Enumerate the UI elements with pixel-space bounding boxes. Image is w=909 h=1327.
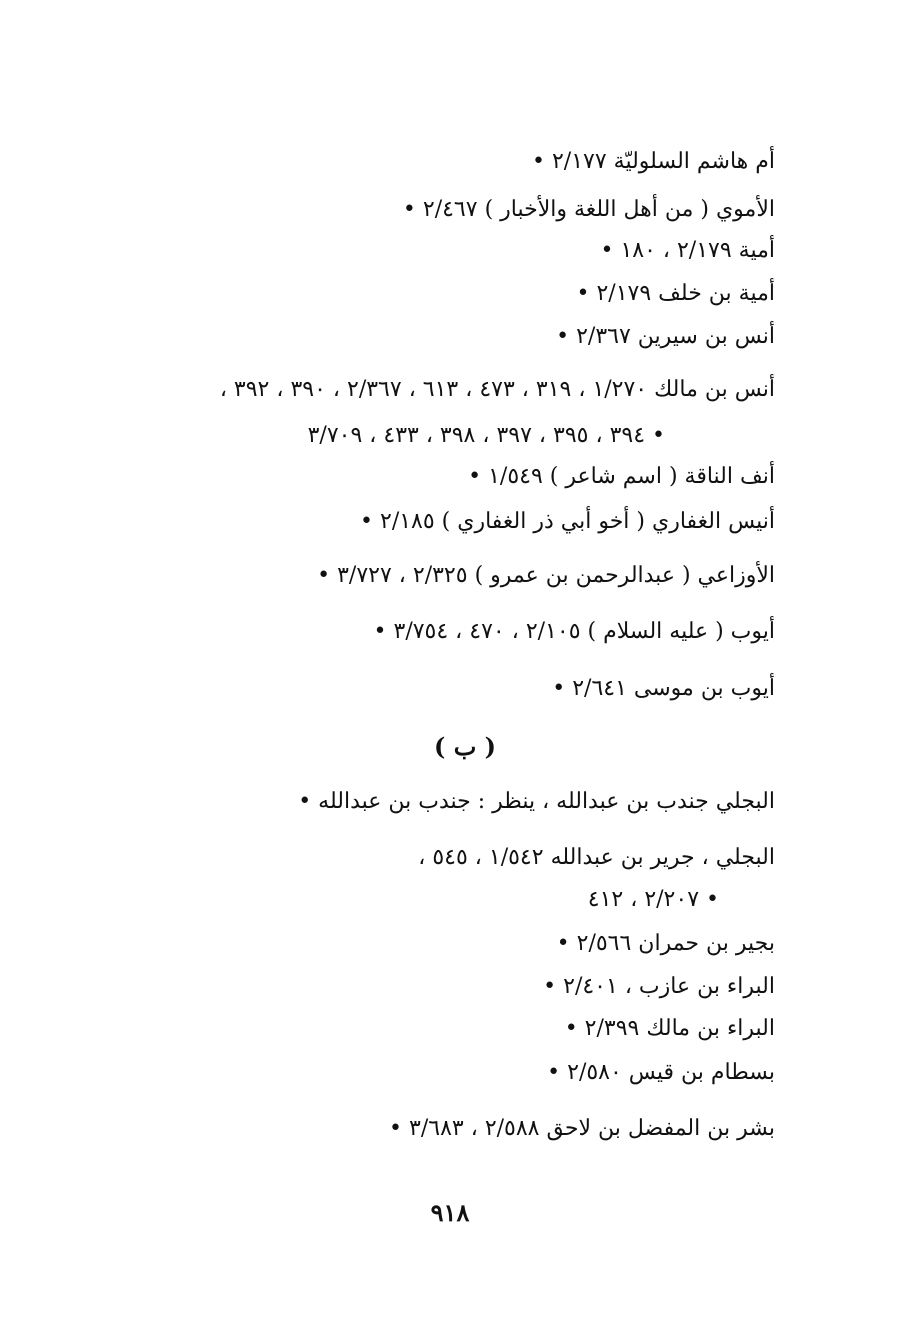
index-entry: أمية ٢/١٧٩ ، ١٨٠ • [600,238,775,263]
index-entry: بشر بن المفضل بن لاحق ٢/٥٨٨ ، ٣/٦٨٣ • [389,1116,775,1141]
index-entry: بجير بن حمران ٢/٥٦٦ • [556,931,775,956]
index-entry: البجلي ، جرير بن عبدالله ١/٥٤٢ ، ٥٤٥ ، [418,845,775,870]
section-header: ( ب ) [433,732,496,761]
index-entry: أنس بن مالك ١/٢٧٠ ، ٣١٩ ، ٤٧٣ ، ٦١٣ ، ٢/٣٦٧ ، ٣٩٠ ، ٣٩٢ ، [219,377,775,402]
index-entry: أنس بن سيرين ٢/٣٦٧ • [556,324,775,349]
index-entry: أيوب بن موسى ٢/٦٤١ • [552,676,775,701]
index-entry: أيوب ( عليه السلام ) ٢/١٠٥ ، ٤٧٠ ، ٣/٧٥٤ • [373,619,775,644]
page-number: ٩١٨ [430,1198,470,1227]
index-entry: الأموي ( من أهل اللغة والأخبار ) ٢/٤٦٧ • [402,197,775,222]
index-entry-continuation: ٣٩٤ ، ٣٩٥ ، ٣٩٧ ، ٣٩٨ ، ٤٣٣ ، ٣/٧٠٩ • [307,423,665,448]
index-entry: البجلي جندب بن عبدالله ، ينظر : جندب بن عبدالله • [298,789,775,814]
index-entry: الأوزاعي ( عبدالرحمن بن عمرو ) ٢/٣٢٥ ، ٣/٧٢٧ • [317,563,775,588]
index-entry: البراء بن مالك ٢/٣٩٩ • [564,1016,775,1041]
index-entry-continuation: ٢/٢٠٧ ، ٤١٢ • [587,887,719,912]
index-entry: بسطام بن قيس ٢/٥٨٠ • [547,1060,775,1085]
index-entry: أنف الناقة ( اسم شاعر ) ١/٥٤٩ • [468,464,775,489]
index-entry: أم هاشم السلوليّة ٢/١٧٧ • [532,149,775,174]
index-entry: أمية بن خلف ٢/١٧٩ • [576,281,775,306]
index-entry: أنيس الغفاري ( أخو أبي ذر الغفاري ) ٢/١٨٥ • [360,509,775,534]
index-entry: البراء بن عازب ، ٢/٤٠١ • [543,974,775,999]
